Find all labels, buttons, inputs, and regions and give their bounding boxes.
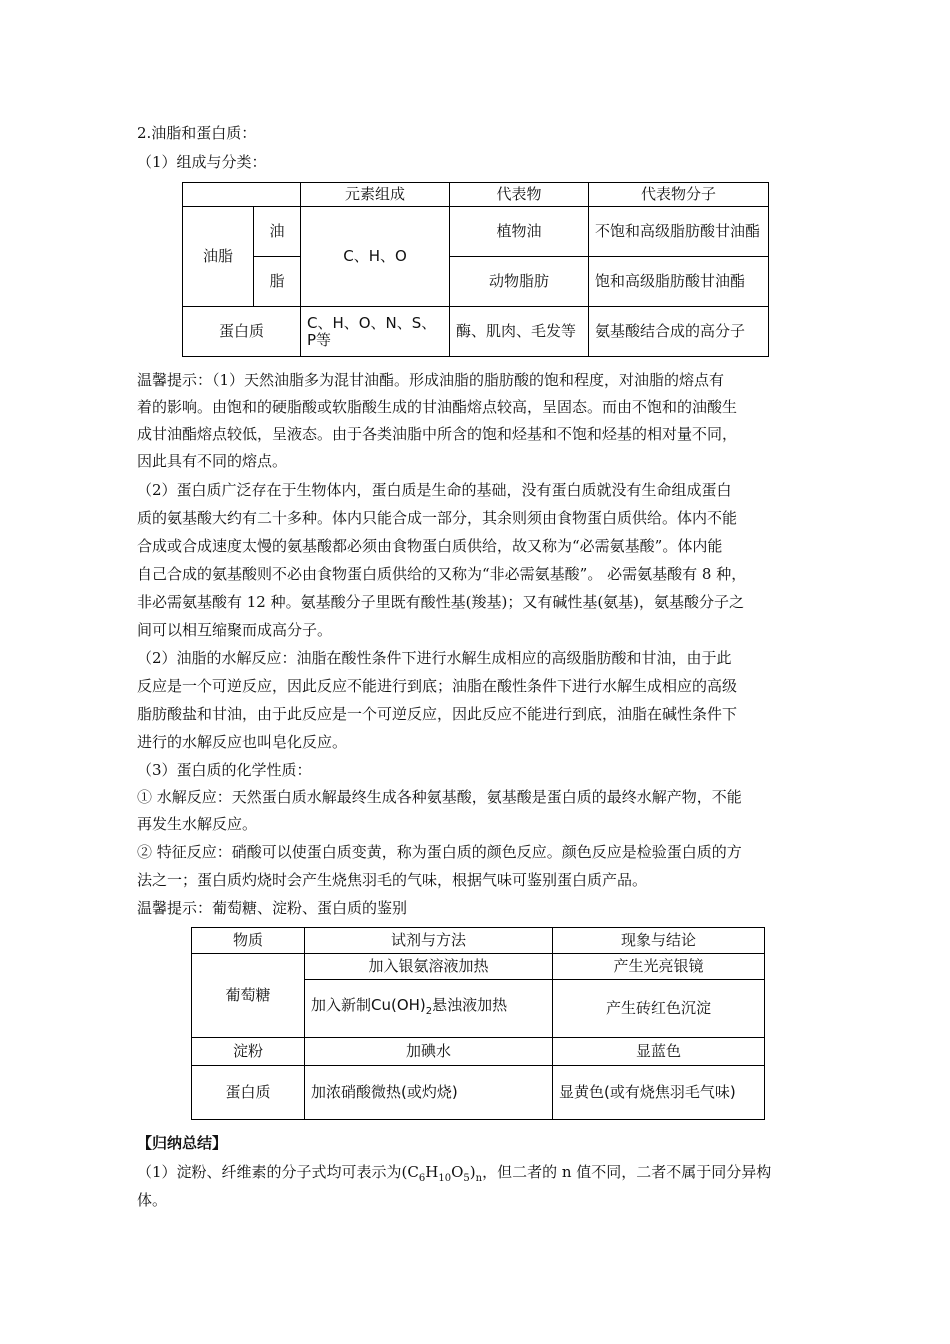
header-blank (183, 183, 301, 207)
identification-table (191, 927, 765, 1120)
header-substance: 物质 (192, 928, 305, 954)
header-result: 现象与结论 (553, 928, 765, 954)
body-line: ② 特征反应：硝酸可以使蛋白质变黄，称为蛋白质的颜色反应。颜色反应是检验蛋白质的方 (137, 843, 742, 861)
starch-result: 显蓝色 (553, 1038, 765, 1066)
body-line: （2）蛋白质广泛存在于生物体内，蛋白质是生命的基础，没有蛋白质就没有生命组成蛋白 (137, 481, 732, 499)
composition-table (182, 182, 769, 357)
tip-line: 因此具有不同的熔点。 (137, 452, 288, 470)
header-method: 试剂与方法 (305, 928, 553, 954)
protein-method: 加浓硝酸微热(或灼烧) (305, 1066, 553, 1120)
glucose-result-1: 产生光亮银镜 (553, 954, 765, 980)
glucose-method-1: 加入银氨溶液加热 (305, 954, 553, 980)
summary-line: 体。 (137, 1191, 168, 1209)
body-line: （2）油脂的水解反应：油脂在酸性条件下进行水解生成相应的高级脂肪酸和甘油，由于此 (137, 649, 732, 667)
row-oil-label: 油 (254, 207, 301, 257)
subsection-heading: （1）组成与分类： (137, 153, 267, 171)
header-elements: 元素组成 (301, 183, 450, 207)
glucose-label: 葡萄糖 (192, 954, 305, 1038)
fat-molecule: 饱和高级脂肪酸甘油酯 (589, 257, 769, 307)
body-line: 质的氨基酸大约有二十多种。体内只能合成一部分，其余则须由食物蛋白质供给。体内不能 (137, 509, 738, 527)
protein-result: 显黄色(或有烧焦羽毛气味) (553, 1066, 765, 1120)
body-line: 法之一；蛋白质灼烧时会产生烧焦羽毛的气味，根据气味可鉴别蛋白质产品。 (137, 871, 648, 889)
protein-molecule: 氨基酸结合成的高分子 (589, 307, 769, 357)
body-line: 间可以相互缩聚而成高分子。 (137, 621, 333, 639)
oil-representative: 植物油 (450, 207, 589, 257)
body-line: 非必需氨基酸有 12 种。氨基酸分子里既有酸性基(羧基)；又有碱性基(氨基)，氨基酸分子之 (137, 593, 745, 611)
header-representative: 代表物 (450, 183, 589, 207)
glucose-result-2: 产生砖红色沉淀 (553, 980, 765, 1038)
tip-line: 着的影响。由饱和的硬脂酸或软脂酸生成的甘油酯熔点较高，呈固态。而由不饱和的油酸生 (137, 398, 738, 416)
body-line: 反应是一个可逆反应，因此反应不能进行到底；油脂在酸性条件下进行水解生成相应的高级 (137, 677, 738, 695)
fat-representative: 动物脂肪 (450, 257, 589, 307)
body-line: （3）蛋白质的化学性质： (137, 761, 312, 779)
header-molecule: 代表物分子 (589, 183, 769, 207)
tip-line: 温馨提示：葡萄糖、淀粉、蛋白质的鉴别 (137, 899, 408, 917)
body-line: 进行的水解反应也叫皂化反应。 (137, 733, 348, 751)
body-line: 合成或合成速度太慢的氨基酸都必须由食物蛋白质供给，故又称为“必需氨基酸”。体内能 (137, 537, 723, 555)
row-fat-label: 脂 (254, 257, 301, 307)
summary-title: 【归纳总结】 (137, 1134, 228, 1152)
section-heading: 2.油脂和蛋白质： (137, 124, 257, 142)
tip-line: 温馨提示：（1）天然油脂多为混甘油酯。形成油脂的脂肪酸的饱和程度，对油脂的熔点有 (137, 371, 725, 389)
body-line: 再发生水解反应。 (137, 815, 258, 833)
protein-label: 蛋白质 (192, 1066, 305, 1120)
tip-line: 成甘油酯熔点较低，呈液态。由于各类油脂中所含的饱和烃基和不饱和烃基的相对量不同， (137, 425, 738, 443)
glucose-method-2: 加入新制$Cu(OH)_2$悬浊液加热 (305, 980, 553, 1038)
oil-molecule: 不饱和高级脂肪酸甘油酯 (589, 207, 769, 257)
protein-elements: C、H、O、N、S、P等 (301, 307, 450, 357)
group-oils-fats: 油脂 (183, 207, 254, 307)
summary-line: （1）淀粉、纤维素的分子式均可表示为$(C_6H_{10}O_5)_n$，但二者的 n 值不同，二者不属于同分异构 (137, 1163, 772, 1184)
starch-label: 淀粉 (192, 1038, 305, 1066)
protein-representative: 酶、肌肉、毛发等 (450, 307, 589, 357)
oils-elements: C、H、O (301, 207, 450, 307)
starch-method: 加碘水 (305, 1038, 553, 1066)
body-line: 自己合成的氨基酸则不必由食物蛋白质供给的又称为“非必需氨基酸”。 必需氨基酸有 8 种， (137, 565, 747, 583)
body-line: 脂肪酸盐和甘油，由于此反应是一个可逆反应，因此反应不能进行到底，油脂在碱性条件下 (137, 705, 738, 723)
body-line: ① 水解反应：天然蛋白质水解最终生成各种氨基酸，氨基酸是蛋白质的最终水解产物，不能 (137, 788, 742, 806)
protein-label: 蛋白质 (183, 307, 301, 357)
